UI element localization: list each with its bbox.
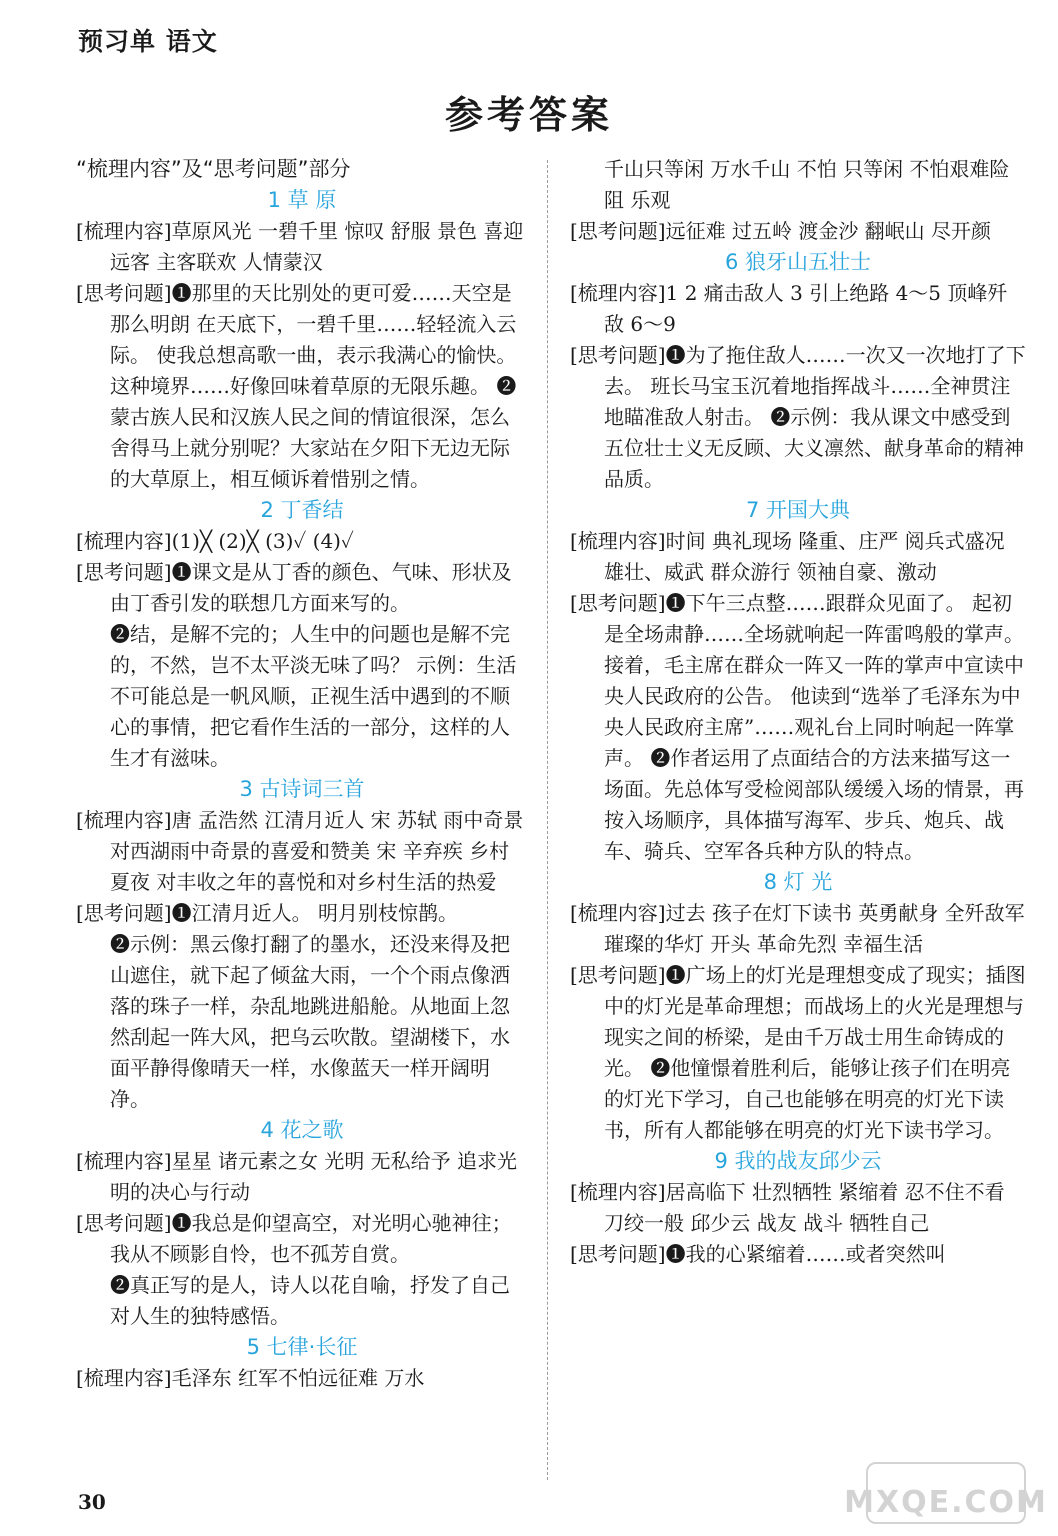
answer-entry (76, 526, 528, 557)
continued-text: 千山只等闲 万水千山 不怕 只等闲 不怕艰难险阻 乐观 (604, 157, 1010, 212)
entry-text: (1)╳ (2)╳ (3)✓ (4)✓ (171, 529, 354, 553)
entry-label: [思考问题] (570, 963, 666, 987)
lesson-title: 5 七律·长征 (246, 1335, 358, 1359)
entry-label: [思考问题] (76, 901, 172, 925)
right-sections (570, 216, 1026, 1270)
page-number: 30 (78, 1490, 106, 1514)
left-sections (76, 185, 528, 1394)
answer-entry (76, 1270, 528, 1332)
entry-text: ❷真正写的是人，诗人以花自喻，抒发了自己对人生的独特感悟。 (110, 1273, 510, 1328)
entry-label: [梳理内容] (570, 529, 666, 553)
entry-text: 草原风光 一碧千里 惊叹 舒服 景色 喜迎远客 主客联欢 人情蒙汉 (110, 219, 524, 274)
entry-label: [思考问题] (570, 1242, 666, 1266)
answer-entry (570, 1177, 1026, 1239)
right-column (570, 154, 1026, 1270)
entry-label: [梳理内容] (76, 1149, 172, 1173)
entry-text: 远征难 过五岭 渡金沙 翻岷山 尽开颜 (665, 219, 992, 243)
answer-entry (76, 557, 528, 619)
entry-label: [思考问题] (76, 1211, 172, 1235)
entry-label: [梳理内容] (76, 529, 172, 553)
answer-entry (570, 340, 1026, 495)
entry-text: 1 2 痛击敌人 3 引上绝路 4～5 顶峰歼敌 6～9 (604, 281, 1008, 336)
answer-entry (76, 929, 528, 1115)
answer-entry (76, 1363, 528, 1394)
entry-text: ❶我的心紧缩着……或者突然叫 (665, 1242, 946, 1266)
entry-text: ❶江清月近人。 明月别枝惊鹊。 (171, 901, 458, 925)
entry-text: ❶广场上的灯光是理想变成了现实；插图中的灯光是革命理想；而战场上的火光是理想与现实之间的桥梁，是由千万战士用生命铸成的光。 ❷他憧憬着胜利后，能够让孩子们在明亮的灯光下学习，自己也能够在明亮的灯光下读书，所有人都能够在明亮的灯光下读书学习。 (604, 963, 1026, 1142)
entry-text: 居高临下 壮烈牺牲 紧缩着 忍不住不看 刀绞一般 邱少云 战友 战斗 牺牲自己 (604, 1180, 1005, 1235)
entry-label: [梳理内容] (570, 901, 666, 925)
entry-label: [梳理内容] (76, 808, 172, 832)
entry-label: [思考问题] (76, 281, 172, 305)
column-divider (547, 160, 548, 1480)
entry-text: 过去 孩子在灯下读书 英勇献身 全歼敌军 璀璨的华灯 开头 革命先烈 幸福生活 (604, 901, 1025, 956)
entry-text: ❶下午三点整……跟群众见面了。 起初是全场肃静……全场就响起一阵雷鸣般的掌声。 接着，毛主席在群众一阵又一阵的掌声中宣读中央人民政府的公告。 他读到“选举了毛泽东为中央人民政府主席”……观礼台上同时响起一阵掌声。 ❷作者运用了点面结合的方法来描写这一场面。先总体写受检阅部队缓缓入场的情景，再按入场顺序，具体描写海军、步兵、炮兵、战车、骑兵、空军各兵种方队的特点。 (604, 591, 1024, 863)
entry-text: ❶那里的天比别处的更可爱……天空是那么明朗 在天底下，一碧千里……轻轻流入云际。 使我总想高歌一曲，表示我满心的愉快。 这种境界……好像回味着草原的无限乐趣。 ❷蒙古族人民和汉族人民之间的情谊很深，怎么舍得马上就分别呢？大家站在夕阳下无边无际的大草原上，相互倾诉着惜别之情。 (110, 281, 517, 491)
entry-text: 唐 孟浩然 江清月近人 宋 苏轼 雨中奇景 对西湖雨中奇景的喜爱和赞美 宋 辛弃疾 乡村夏夜 对丰收之年的喜悦和对乡村生活的热爱 (110, 808, 524, 894)
entry-label: [梳理内容] (76, 219, 172, 243)
entry-label: [梳理内容] (570, 1180, 666, 1204)
answer-entry (570, 278, 1026, 340)
answer-entry (76, 619, 528, 774)
left-column (76, 154, 528, 1394)
entry-text: ❷示例：黑云像打翻了的墨水，还没来得及把山遮住，就下起了倾盆大雨，一个个雨点像洒落的珠子一样，杂乱地跳进船舱。从地面上忽然刮起一阵大风，把乌云吹散。望湖楼下，水面平静得像晴天一样，水像蓝天一样开阔明净。 (110, 932, 510, 1111)
lesson-title: 9 我的战友邱少云 (714, 1149, 882, 1173)
answer-entry (76, 1146, 528, 1208)
answer-entry (76, 898, 528, 929)
answer-entry (76, 805, 528, 898)
book-header: 预习单 语文 (78, 27, 218, 56)
entry-label: [梳理内容] (570, 281, 666, 305)
lesson-title: 6 狼牙山五壮士 (724, 250, 872, 274)
lesson-title: 4 花之歌 (260, 1118, 344, 1142)
answer-entry (76, 1208, 528, 1270)
lesson-title: 7 开国大典 (745, 498, 851, 522)
answer-entry (570, 588, 1026, 867)
lesson-title: 8 灯 光 (763, 870, 833, 894)
lesson-title: 1 草 原 (267, 188, 337, 212)
entry-label: [思考问题] (570, 219, 666, 243)
watermark-logo: MXQE.COM (866, 1462, 1026, 1524)
page-title: 参考答案 (444, 92, 613, 137)
answer-entry (570, 216, 1026, 247)
entry-text: ❶为了拖住敌人……一次又一次地打了下去。 班长马宝玉沉着地指挥战斗……全神贯注地瞄准敌人射击。 ❷示例：我从课文中感受到五位壮士义无反顾、大义凛然、献身革命的精神品质。 (604, 343, 1026, 491)
entry-text: ❶课文是从丁香的颜色、气味、形状及由丁香引发的联想几方面来写的。 (110, 560, 512, 615)
entry-text: ❶我总是仰望高空，对光明心驰神往；我从不顾影自怜，也不孤芳自赏。 (110, 1211, 512, 1266)
answer-entry (570, 898, 1026, 960)
entry-label: [思考问题] (76, 560, 172, 584)
answer-entry (570, 1239, 1026, 1270)
answer-entry (570, 960, 1026, 1146)
entry-text: 星星 诸元素之女 光明 无私给予 追求光明的决心与行动 (110, 1149, 518, 1204)
entry-label: [思考问题] (570, 343, 666, 367)
entry-text: 毛泽东 红军不怕远征难 万水 (171, 1366, 425, 1390)
entry-label: [梳理内容] (76, 1366, 172, 1390)
entry-text: 时间 典礼现场 隆重、庄严 阅兵式盛况 雄壮、威武 群众游行 领袖自豪、激动 (604, 529, 1005, 584)
answer-entry (76, 216, 528, 278)
lesson-title: 2 丁香结 (260, 498, 344, 522)
answer-entry (570, 526, 1026, 588)
section-intro: “梳理内容”及“思考问题”部分 (76, 157, 351, 181)
entry-label: [思考问题] (570, 591, 666, 615)
lesson-title: 3 古诗词三首 (239, 777, 365, 801)
answer-entry (76, 278, 528, 495)
entry-text: ❷结，是解不完的；人生中的问题也是解不完的，不然，岂不太平淡无味了吗？ 示例：生活不可能总是一帆风顺，正视生活中遇到的不顺心的事情，把它看作生活的一部分，这样的人生才有滋味。 (110, 622, 517, 770)
